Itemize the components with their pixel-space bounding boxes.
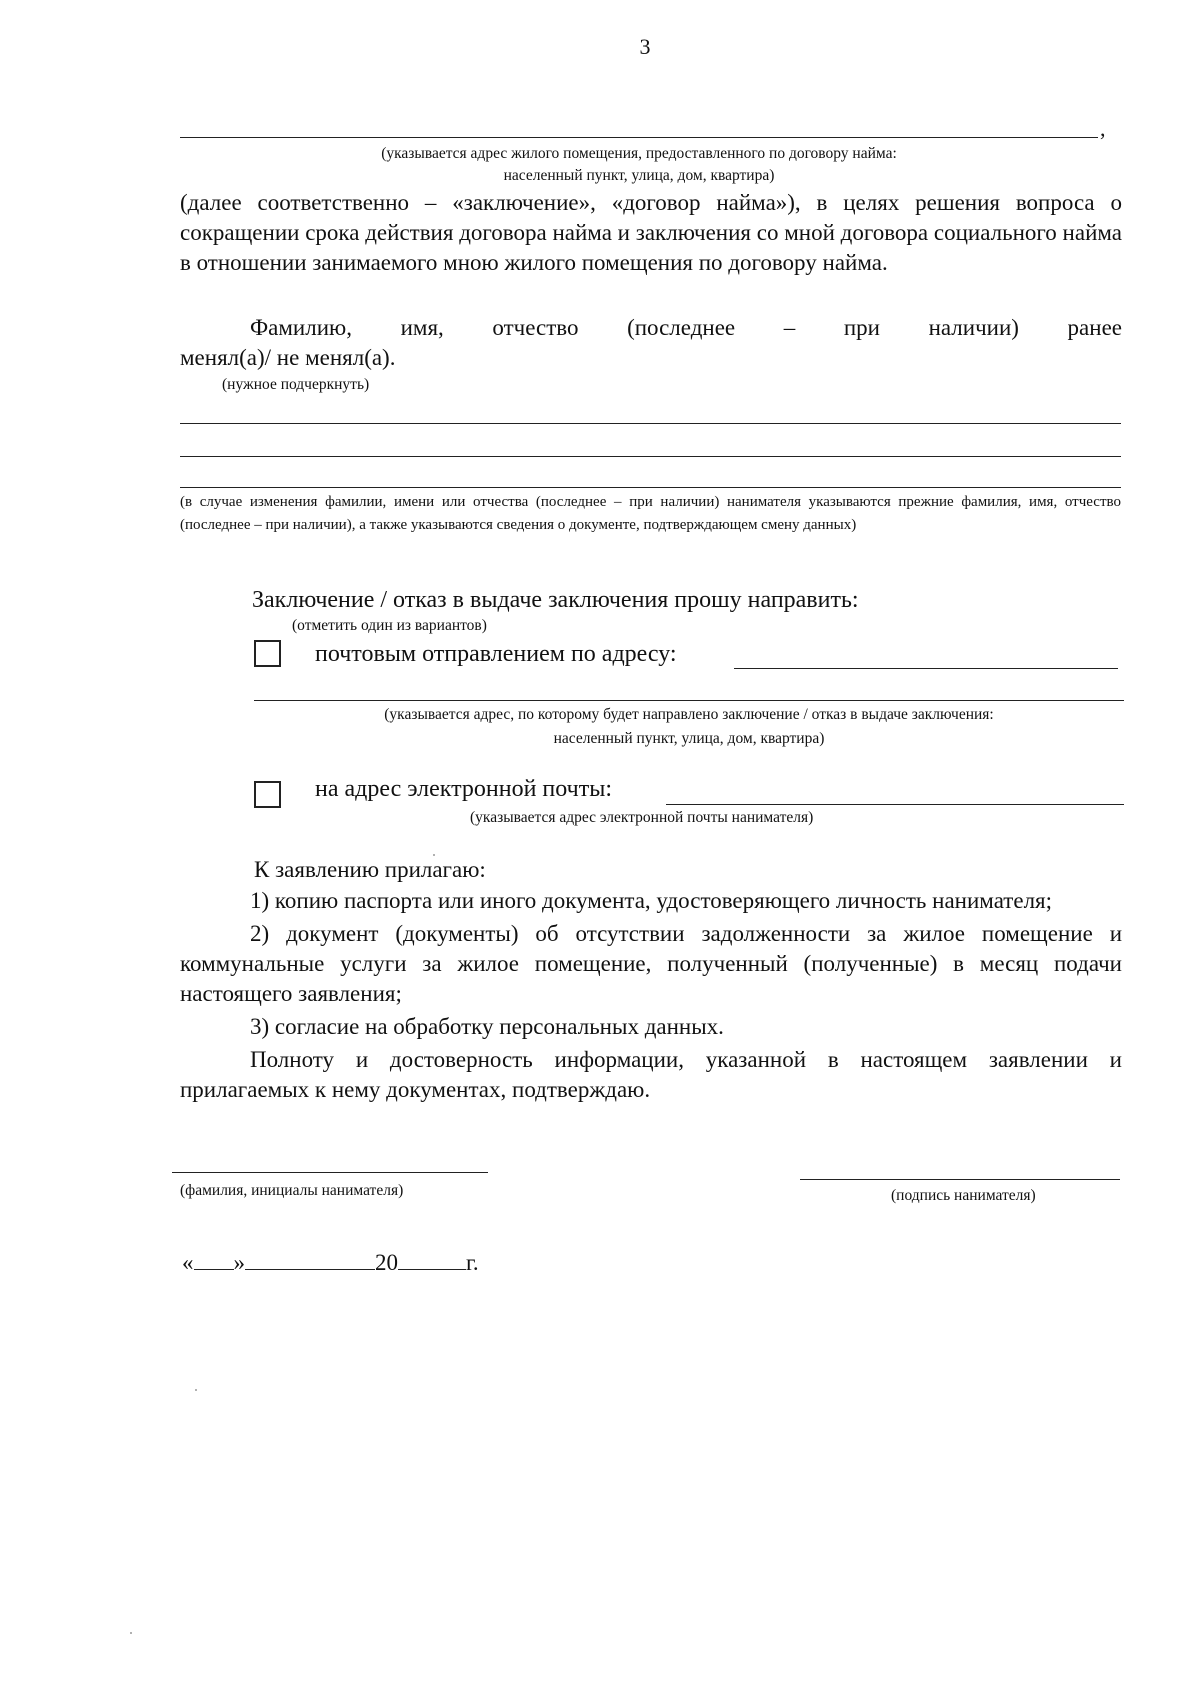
address-line[interactable]: [180, 137, 1098, 138]
postal-label: почтовым отправлением по адресу:: [315, 641, 677, 667]
page-number: 3: [639, 34, 651, 59]
date-field: [182, 1247, 479, 1276]
attachments-heading: К заявлению прилагаю:: [254, 857, 486, 882]
word: при: [843, 315, 880, 340]
postal-address-line-1[interactable]: [734, 668, 1118, 669]
tenant-signature-line[interactable]: [800, 1179, 1120, 1180]
year-suffix: г.: [466, 1250, 479, 1275]
postal-address-line-2[interactable]: [254, 700, 1124, 701]
name-change-blank-line-3[interactable]: [180, 487, 1121, 488]
name-change-line2[interactable]: менял(а)/ не менял(а).: [180, 345, 396, 370]
scan-speck: [433, 854, 435, 856]
postal-caption-line2: населенный пункт, улица, дом, квартира): [553, 730, 825, 747]
intro-paragraph-text: (далее соответственно – «заключение», «договор найма»), в целях решения вопроса о сокращении срока действия договора найма и заключения со мной договора социального найма в отношении занимаемого мною жилого помещения по договору найма.: [180, 190, 1122, 275]
address-line-comma: ,: [1100, 116, 1106, 141]
month-blank[interactable]: [245, 1247, 375, 1270]
delivery-hint: (отметить один из вариантов): [292, 617, 487, 634]
email-caption: (указывается адрес электронной почты нанимателя): [470, 809, 814, 826]
intro-paragraph: [180, 188, 1122, 278]
tenant-name-caption: (фамилия, инициалы нанимателя): [180, 1182, 404, 1199]
attachments-list: [180, 886, 1122, 1105]
word: (последнее: [627, 315, 736, 340]
postal-checkbox[interactable]: [254, 640, 281, 667]
address-caption-line1: (указывается адрес жилого помещения, предоставленного по договору найма:: [381, 145, 897, 162]
attachment-item: 3) согласие на обработку персональных данных.: [250, 1014, 724, 1039]
postal-caption-line1: (указывается адрес, по которому будет направлено заключение / отказ в выдаче заключения:: [384, 706, 994, 723]
scan-speck: [195, 1389, 197, 1391]
email-checkbox[interactable]: [254, 781, 281, 808]
email-address-line[interactable]: [666, 804, 1124, 805]
delivery-heading: Заключение / отказ в выдаче заключения прошу направить:: [252, 587, 859, 613]
email-label: на адрес электронной почты:: [315, 776, 612, 802]
name-change-line1: [180, 313, 1122, 343]
tenant-name-line[interactable]: [172, 1172, 488, 1173]
underline-hint: (нужное подчеркнуть): [222, 376, 370, 393]
word: Фамилию,: [250, 315, 352, 340]
year-blank[interactable]: [398, 1247, 466, 1270]
date-open-quote: «: [182, 1250, 194, 1275]
day-blank[interactable]: [194, 1247, 234, 1270]
year-prefix: 20: [375, 1250, 398, 1275]
word: ранее: [1067, 315, 1122, 340]
name-change-blank-line-2[interactable]: [180, 456, 1121, 457]
name-change-note: (в случае изменения фамилии, имени или отчества (последнее – при наличии) нанимателя указываются прежние фамилия, имя, отчество (последнее – при наличии), а также указываются сведения о документе, подтверждающем смену данных): [180, 494, 1121, 533]
scan-speck: [130, 1632, 132, 1634]
word: –: [783, 315, 796, 340]
tenant-signature-caption: (подпись нанимателя): [891, 1187, 1036, 1204]
word: отчество: [492, 315, 579, 340]
attachment-item: 1) копию паспорта или иного документа, удостоверяющего личность нанимателя;: [250, 888, 1053, 913]
word: имя,: [400, 315, 444, 340]
name-change-statement: [180, 313, 1122, 373]
confirmation-text: Полноту и достоверность информации, указанной в настоящем заявлении и прилагаемых к нему документах, подтверждаю.: [180, 1047, 1122, 1102]
attachment-item: 2) документ (документы) об отсутствии задолженности за жилое помещение и коммунальные услуги за жилое помещение, полученный (полученные) в месяц подачи настоящего заявления;: [180, 921, 1122, 1006]
name-change-blank-line-1[interactable]: [180, 423, 1121, 424]
address-caption-line2: населенный пункт, улица, дом, квартира): [503, 167, 775, 184]
word: наличии): [928, 315, 1019, 340]
date-close-quote: »: [233, 1250, 245, 1275]
